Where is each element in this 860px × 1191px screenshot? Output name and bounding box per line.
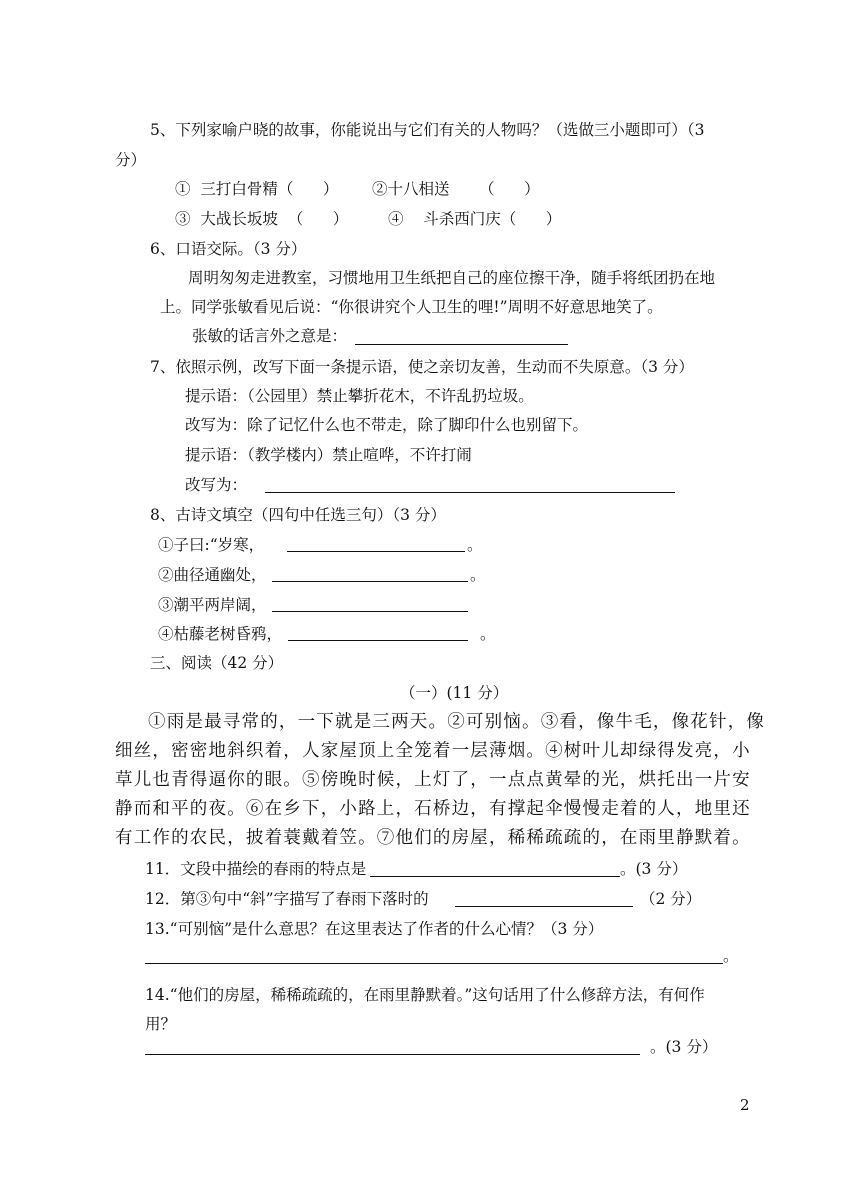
- q8-line-2-end: 。: [470, 566, 486, 584]
- passage-line-5: 有工作的农民，披着蓑戴着笠。⑦他们的房屋，稀稀疏疏的，在雨里静默着。: [115, 828, 751, 848]
- q6-question: 张敏的话言外之意是：: [192, 327, 348, 345]
- q6-paragraph-1: 周明匆匆走进教室，习惯地用卫生纸把自己的座位擦干净，随手将纸团扔在地: [188, 269, 716, 287]
- passage-line-1: ①雨是最寻常的，一下就是三两天。②可别恼。③看，像牛毛，像花针，像: [148, 712, 766, 732]
- q6-answer-blank[interactable]: [355, 344, 568, 345]
- q13-text: 13.“可别恼”是什么意思？在这里表达了作者的什么心情？（3 分）: [145, 920, 604, 938]
- q14-end: 。(3 分）: [650, 1038, 718, 1056]
- page-number: 2: [740, 1096, 750, 1114]
- passage-line-2: 细丝，密密地斜织着，人家屋顶上全笼着一层薄烟。④树叶儿却绿得发亮，小: [115, 741, 751, 761]
- q8-blank-1[interactable]: [287, 551, 465, 552]
- q12-text: 12．第③句中“斜”字描写了春雨下落时的: [145, 890, 429, 908]
- section3-title: 三、阅读（42 分）: [150, 654, 284, 672]
- q7-example-rewrite: 改写为：除了记忆什么也不带走，除了脚印什么也别留下。: [185, 416, 589, 434]
- q14-blank[interactable]: [145, 1054, 640, 1055]
- q8-line-2: ②曲径通幽处，: [158, 566, 267, 584]
- q8-blank-3[interactable]: [272, 611, 468, 612]
- q6-title: 6、口语交际。（3 分）: [150, 240, 307, 258]
- q13-blank[interactable]: [145, 963, 723, 964]
- q8-line-1-end: 。: [467, 536, 483, 554]
- q14-text-cont: 用？: [145, 1015, 177, 1033]
- q7-prompt: 提示语：（教学楼内）禁止喧哗，不许打闹: [185, 446, 472, 464]
- q12-blank[interactable]: [455, 906, 633, 907]
- q8-line-4: ④枯藤老树昏鸦，: [158, 625, 283, 643]
- q13-end: 。: [723, 947, 739, 965]
- q7-title: 7、依照示例，改写下面一条提示语，使之亲切友善，生动而不失原意。（3 分）: [150, 358, 694, 376]
- passage-line-3: 草儿也青得逼你的眼。⑤傍晚时候，上灯了，一点点黄晕的光，烘托出一片安: [115, 770, 751, 790]
- q5-option-2: ②十八相送 （ ）: [372, 180, 540, 198]
- q11-text: 11．文段中描绘的春雨的特点是: [145, 860, 367, 878]
- q5-option-1: ① 三打白骨精（ ）: [175, 180, 339, 198]
- q8-line-1: ①子曰:“岁寒，: [158, 536, 265, 554]
- q7-answer-blank[interactable]: [265, 492, 675, 493]
- q8-title: 8、古诗文填空（四句中任选三句）（3 分）: [150, 506, 446, 524]
- q8-blank-2[interactable]: [272, 581, 468, 582]
- q5-option-4: ④ 斗杀西门庆（ ）: [388, 210, 562, 228]
- passage-line-4: 静而和平的夜。⑥在乡下，小路上，石桥边，有撑起伞慢慢走着的人，地里还: [115, 799, 751, 819]
- q8-blank-4[interactable]: [288, 640, 468, 641]
- q5-text-cont: 分）: [115, 151, 147, 169]
- q12-end: （2 分）: [640, 890, 702, 908]
- q8-line-3: ③潮平两岸阔，: [158, 596, 267, 614]
- q7-rewrite-label: 改写为：: [185, 476, 248, 494]
- q7-example-prompt: 提示语：（公园里）禁止攀折花木，不许乱扔垃圾。: [185, 387, 534, 405]
- q5-option-3: ③ 大战长坂坡 （ ）: [175, 210, 349, 228]
- q6-paragraph-2: 上。同学张敏看见后说：“你很讲究个人卫生的哩!”周明不好意思地笑了。: [160, 298, 663, 316]
- section3-subtitle: （一）(11 分）: [400, 684, 509, 702]
- q11-blank[interactable]: [370, 876, 620, 877]
- q14-text: 14.“他们的房屋，稀稀疏疏的，在雨里静默着。”这句话用了什么修辞方法，有何作: [145, 986, 705, 1004]
- q5-text: 5、下列家喻户晓的故事，你能说出与它们有关的人物吗？（选做三小题即可）（3: [150, 121, 705, 139]
- q8-line-4-end: 。: [480, 625, 496, 643]
- q11-end: 。(3 分）: [620, 860, 688, 878]
